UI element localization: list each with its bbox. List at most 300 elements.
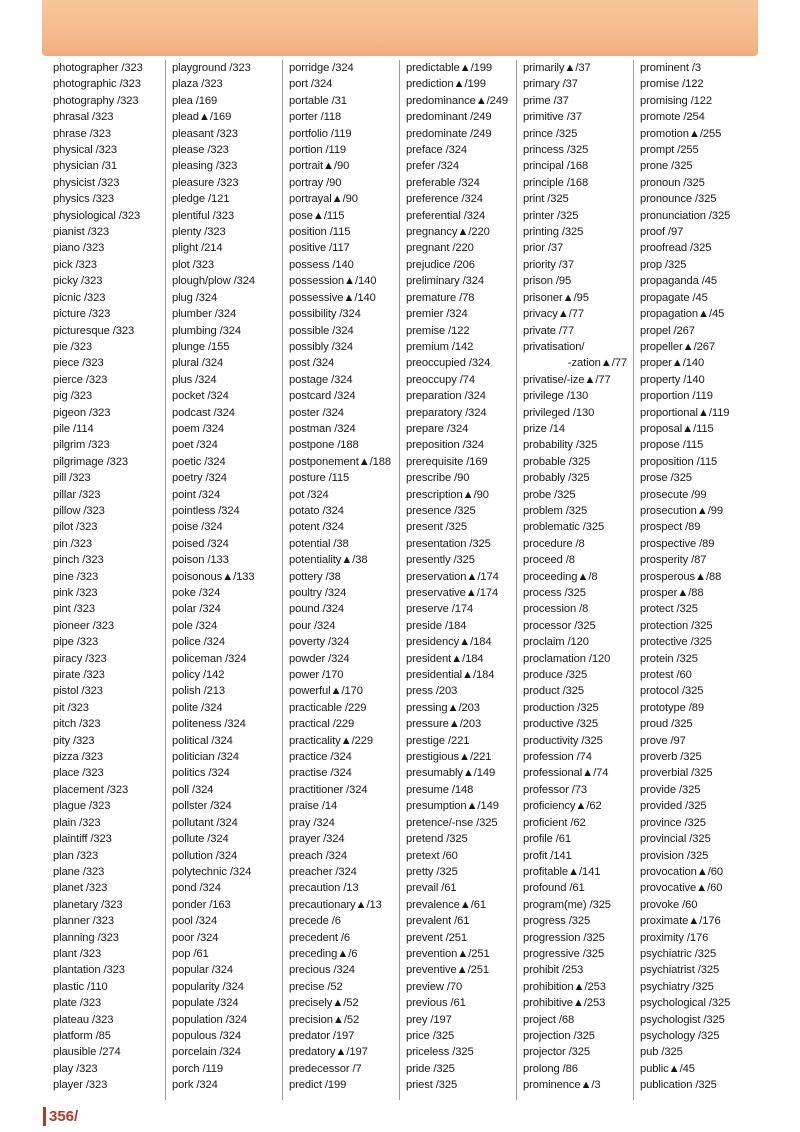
index-entry: prescribe /90 (406, 472, 470, 485)
index-entry: preferable /324 (406, 176, 480, 189)
index-entry: portrayal▲/90 (289, 193, 358, 206)
index-entry: printing /325 (523, 226, 584, 239)
index-entry: profitable▲/141 (523, 865, 601, 878)
index-entry: provoke /60 (640, 898, 698, 911)
header-band (42, 0, 758, 56)
index-entry: poultry /324 (289, 587, 347, 599)
index-entry: poor /324 (172, 931, 219, 944)
index-entry: poke /324 (172, 587, 221, 599)
index-entry: princess /325 (523, 144, 589, 157)
index-entry: pronunciation /325 (640, 209, 731, 222)
index-entry: pray /324 (289, 816, 335, 829)
index-entry: precisely▲/52 (289, 997, 359, 1010)
index-entry: propose /115 (640, 439, 704, 452)
index-entry: preside /184 (406, 619, 467, 632)
index-entry: precaution /13 (289, 882, 359, 895)
page-number-text: 356/ (49, 1107, 79, 1125)
index-entry: possible /324 (289, 324, 354, 337)
index-entry: prior /37 (523, 242, 564, 255)
index-entry: prosecute /99 (640, 488, 707, 501)
index-entry: problematic /325 (523, 521, 605, 534)
index-entry: propagate /45 (640, 291, 708, 304)
index-entry: power /170 (289, 669, 344, 682)
index-entry: place /323 (53, 767, 104, 780)
index-entry: provincial /325 (640, 833, 711, 846)
index-entry: prompt /255 (640, 144, 699, 157)
index-entry: plain /323 (53, 816, 101, 829)
index-entry: press /203 (406, 685, 458, 698)
index-entry: praise /14 (289, 800, 338, 813)
index-entry: plumbing /324 (172, 324, 241, 337)
index-entry: prize /14 (523, 422, 566, 435)
index-entry: provide /325 (640, 783, 701, 796)
index-entry: poisonous▲/133 (172, 570, 255, 583)
index-entry: piracy /323 (53, 652, 107, 665)
index-entry: pit /323 (53, 701, 89, 714)
index-entry: postman /324 (289, 422, 356, 435)
index-entry: planetary /323 (53, 898, 123, 911)
index-entry: -zation▲/77 (567, 357, 627, 370)
index-entry: potato /324 (289, 504, 344, 517)
index-entry: photography /323 (53, 94, 139, 107)
index-entry: preposition /324 (406, 439, 485, 452)
index-entry: positive /117 (289, 242, 350, 255)
index-entry: pork /324 (172, 1079, 218, 1092)
index-entry: preventive▲/251 (406, 964, 489, 977)
page-number (43, 1106, 78, 1126)
index-entry: photographic /323 (53, 78, 141, 91)
index-entry: poverty /324 (289, 636, 350, 649)
index-entry: possibility /324 (289, 308, 361, 321)
index-entry: proceed /8 (523, 554, 575, 567)
index-entry: processor /325 (523, 619, 596, 632)
index-column-1 (48, 60, 165, 1100)
index-entry: prepare /324 (406, 422, 469, 435)
index-entry: pigeon /323 (53, 406, 111, 419)
index-entry: preparatory /324 (406, 406, 487, 419)
index-entry: plunge /155 (172, 340, 230, 353)
index-entry: provided /325 (640, 800, 707, 813)
index-entry: protein /325 (640, 652, 698, 665)
index-entry: pronounce /325 (640, 193, 717, 206)
index-entry: predominate /249 (406, 127, 492, 140)
index-entry: preach /324 (289, 849, 347, 862)
index-entry: priority /37 (523, 258, 575, 271)
index-entry: pleasing /323 (172, 160, 238, 173)
index-entry: plumber /324 (172, 308, 237, 321)
index-entry: presumption▲/149 (406, 800, 499, 813)
index-entry: proportion /119 (640, 390, 713, 403)
index-entry: physiological /323 (53, 209, 141, 222)
index-entry: profit /141 (523, 849, 572, 862)
index-entry: precedent /6 (289, 931, 350, 944)
index-entry: plead▲/169 (172, 111, 232, 124)
index-entry: prevalent /61 (406, 915, 470, 928)
index-entry: pottery /38 (289, 570, 341, 583)
index-entry: prime /37 (523, 94, 569, 107)
index-entry: psychiatrist /325 (640, 964, 720, 977)
index-entry: pollute /324 (172, 833, 229, 846)
index-entry: predict /199 (289, 1079, 347, 1092)
index-entry: promising /122 (640, 94, 712, 107)
index-entry: presume /148 (406, 783, 474, 796)
index-column-3 (282, 60, 399, 1100)
index-entry: phrasal /323 (53, 111, 114, 124)
index-entry: proposition /115 (640, 455, 718, 468)
index-entry: progress /325 (523, 915, 591, 928)
index-entry: pilgrimage /323 (53, 455, 128, 468)
index-entry: practical /229 (289, 718, 355, 731)
index-entry: proud /325 (640, 718, 693, 731)
index-entry: probably /325 (523, 472, 590, 485)
index-entry: produce /325 (523, 669, 588, 682)
index-entry: prince /325 (523, 127, 578, 140)
index-entry: porter /118 (289, 111, 342, 124)
index-entry: presidency▲/184 (406, 636, 492, 649)
index-entry: posture /115 (289, 472, 350, 485)
index-entry: pick /323 (53, 258, 97, 271)
index-entry: plateau /323 (53, 1013, 114, 1026)
index-entry: podcast /324 (172, 406, 235, 419)
index-entry: plight /214 (172, 242, 223, 255)
index-entry: prestige /221 (406, 734, 470, 747)
index-entry: psychiatry /325 (640, 980, 714, 993)
index-entry: preferential /324 (406, 209, 486, 222)
index-column-5 (516, 60, 633, 1100)
index-entry: potential /38 (289, 537, 349, 550)
index-entry: printer /325 (523, 209, 579, 222)
index-entry: principal /168 (523, 160, 589, 173)
index-entry: plan /323 (53, 849, 99, 862)
index-entry: private /77 (523, 324, 575, 337)
index-entry: presidential▲/184 (406, 669, 495, 682)
index-entry: procession /8 (523, 603, 589, 616)
index-entry: politician /324 (172, 751, 239, 764)
index-entry: proximity /176 (640, 931, 709, 944)
index-entry: promote /254 (640, 111, 705, 124)
index-entry: pity /323 (53, 734, 95, 747)
index-entry: print /325 (523, 193, 569, 206)
index-entry: prosper▲/88 (640, 587, 704, 599)
index-entry: plant /323 (53, 947, 102, 960)
index-entry: pregnancy▲/220 (406, 226, 490, 239)
index-entry: procedure /8 (523, 537, 585, 550)
index-entry: projection /325 (523, 1029, 595, 1042)
index-entry: psychological /325 (640, 997, 731, 1010)
index-entry: photographer /323 (53, 62, 143, 74)
index-entry: pilgrim /323 (53, 439, 110, 452)
index-entry: playground /323 (172, 62, 251, 74)
index-entry: poison /133 (172, 554, 229, 567)
index-entry: profession /74 (523, 751, 592, 764)
index-entry: progressive /325 (523, 947, 605, 960)
index-entry: precision▲/52 (289, 1013, 360, 1026)
index-entry: pressing▲/203 (406, 701, 480, 714)
index-entry: planet /323 (53, 882, 108, 895)
index-entry: proclamation /120 (523, 652, 611, 665)
index-entry: prefer /324 (406, 160, 460, 173)
index-entry: poster /324 (289, 406, 344, 419)
index-entry: phrase /323 (53, 127, 111, 140)
index-entry: proper▲/140 (640, 357, 705, 370)
index-entry: prop /325 (640, 258, 687, 271)
index-entry: prolong /86 (523, 1062, 578, 1075)
index-entry: pollster /324 (172, 800, 232, 813)
index-entry: policeman /324 (172, 652, 247, 665)
index-entry: program(me) /325 (523, 898, 611, 911)
index-entry: pianist /323 (53, 226, 110, 239)
index-entry: propeller▲/267 (640, 340, 715, 353)
index-entry: poetic /324 (172, 455, 226, 468)
index-entry: proficiency▲/62 (523, 800, 602, 813)
index-entry: preface /324 (406, 144, 467, 157)
index-entry: polytechnic /324 (172, 865, 252, 878)
index-entry: position /115 (289, 226, 351, 239)
index-entry: physician /31 (53, 160, 118, 173)
index-entry: point /324 (172, 488, 221, 501)
index-entry: proof /97 (640, 226, 684, 239)
index-column-6 (633, 60, 750, 1100)
index-entry: pour /324 (289, 619, 336, 632)
index-entry: picnic /323 (53, 291, 106, 304)
index-entry: premature /78 (406, 291, 475, 304)
index-entry: pin /323 (53, 537, 93, 550)
index-entry: provocation▲/60 (640, 865, 723, 878)
index-entry: projector /325 (523, 1046, 591, 1059)
index-entry: plot /323 (172, 258, 215, 271)
index-entry: prohibit /253 (523, 964, 584, 977)
index-entry: problem /325 (523, 504, 588, 517)
index-entry: play /323 (53, 1062, 98, 1075)
index-entry: prayer /324 (289, 833, 345, 846)
index-entry: preview /70 (406, 980, 463, 993)
index-entry: protect /325 (640, 603, 698, 616)
index-entry: polite /324 (172, 701, 223, 714)
index-entry: project /68 (523, 1013, 575, 1026)
index-entry: pool /324 (172, 915, 218, 928)
index-entry: prone /325 (640, 160, 693, 173)
index-entry: proportional▲/119 (640, 406, 730, 419)
index-entry: pink /323 (53, 587, 98, 599)
index-entry: profound /61 (523, 882, 585, 895)
index-entry: primarily▲/37 (523, 62, 591, 74)
index-entry: postponement▲/188 (289, 455, 392, 468)
index-entry: productivity /325 (523, 734, 603, 747)
index-entry: prominence▲/3 (523, 1079, 601, 1092)
index-entry: primary /37 (523, 78, 578, 91)
index-entry: propagation▲/45 (640, 308, 725, 321)
index-entry: prestigious▲/221 (406, 751, 492, 764)
index-entry: proficient /62 (523, 816, 586, 829)
index-entry: present /325 (406, 521, 467, 534)
index-entry: protective /325 (640, 636, 712, 649)
index-entry: prose /325 (640, 472, 692, 485)
index-entry: pillow /323 (53, 504, 105, 517)
index-entry: principle /168 (523, 176, 589, 189)
index-entry: plane /323 (53, 865, 105, 878)
index-entry: privacy▲/77 (523, 308, 584, 321)
index-entry: promise /122 (640, 78, 704, 91)
index-entry: priest /325 (406, 1079, 458, 1092)
index-entry: populous /324 (172, 1029, 241, 1042)
index-entry: prominent /3 (640, 62, 701, 74)
index-entry: pine /323 (53, 570, 99, 583)
index-entry: pride /325 (406, 1062, 455, 1075)
index-entry: plaintiff /323 (53, 833, 112, 846)
index-entry: professional▲/74 (523, 767, 609, 780)
index-entry: prerequisite /169 (406, 455, 488, 468)
index-entry: professor /73 (523, 783, 587, 796)
index-entry: proofread /325 (640, 242, 712, 255)
index-entry: progression /325 (523, 931, 605, 944)
index-entry: porridge /324 (289, 62, 354, 74)
index-entry: preacher /324 (289, 865, 357, 878)
index-entry: population /324 (172, 1013, 248, 1026)
index-entry: protest /60 (640, 669, 692, 682)
index-entry: pub /325 (640, 1046, 683, 1059)
index-entry: portable /31 (289, 94, 347, 107)
page-number-bar (43, 1107, 46, 1126)
index-entry: pot /324 (289, 488, 329, 501)
index-entry: price /325 (406, 1029, 455, 1042)
index-entry: picky /323 (53, 275, 103, 288)
index-entry: please /323 (172, 144, 229, 157)
index-entry: portray /90 (289, 176, 342, 189)
index-entry: product /325 (523, 685, 584, 698)
index-entry: prohibition▲/253 (523, 980, 606, 993)
index-entry: practicable /229 (289, 701, 367, 714)
index-entry: president▲/184 (406, 652, 484, 665)
index-entry: property /140 (640, 373, 705, 386)
index-entry: pollution /324 (172, 849, 238, 862)
index-entry: pleasant /323 (172, 127, 238, 140)
index-entry: placement /323 (53, 783, 129, 796)
index-entry: priceless /325 (406, 1046, 474, 1059)
index-entry: pill /323 (53, 472, 91, 485)
index-entry: psychologist /325 (640, 1013, 725, 1026)
index-entry: provocative▲/60 (640, 882, 723, 895)
index-entry: provision /325 (640, 849, 709, 862)
index-entry: pioneer /323 (53, 619, 115, 632)
index-entry: pile /114 (53, 422, 94, 435)
index-entry: prevention▲/251 (406, 947, 490, 960)
index-entry: prey /197 (406, 1013, 452, 1026)
index-entry: prototype /89 (640, 701, 705, 714)
index-entry: promotion▲/255 (640, 127, 722, 140)
index-entry: precise /52 (289, 980, 343, 993)
index-entry: prejudice /206 (406, 258, 475, 271)
index-entry: postage /324 (289, 373, 353, 386)
index-entry: plus /324 (172, 373, 217, 386)
index-entry: proposal▲/115 (640, 422, 714, 435)
index-entry: popular /324 (172, 964, 234, 977)
index-entry: poem /324 (172, 422, 224, 435)
index-entry: port /324 (289, 78, 333, 91)
index-entry: preparation /324 (406, 390, 486, 403)
index-entry: premier /324 (406, 308, 468, 321)
index-entry: poetry /324 (172, 472, 227, 485)
index-entry: poll /324 (172, 783, 214, 796)
index-entry: plastic /110 (53, 980, 108, 993)
index-entry: precious /324 (289, 964, 355, 977)
index-entry: prosperity /87 (640, 554, 707, 567)
index-entry: pound /324 (289, 603, 344, 616)
index-entry: pollutant /324 (172, 816, 238, 829)
index-entry: player /323 (53, 1079, 108, 1092)
index-entry: platform /85 (53, 1029, 111, 1042)
index-entry: predator /197 (289, 1029, 355, 1042)
index-entry: planning /323 (53, 931, 119, 944)
index-entry: protection /325 (640, 619, 713, 632)
index-entry: pregnant /220 (406, 242, 474, 255)
index-entry: practicality▲/229 (289, 734, 373, 747)
index-entry: postcard /324 (289, 390, 356, 403)
index-entry: privileged /130 (523, 406, 595, 419)
index-entry: prediction▲/199 (406, 78, 486, 91)
index-entry: polish /213 (172, 685, 226, 698)
index-entry: protocol /325 (640, 685, 704, 698)
index-entry: proverb /325 (640, 751, 702, 764)
index-entry: prevent /251 (406, 931, 467, 944)
index-entry: pretend /325 (406, 833, 468, 846)
index-entry: portion /119 (289, 144, 347, 157)
index-entry: pond /324 (172, 882, 221, 895)
index-entry: practice /324 (289, 751, 352, 764)
index-entry: picture /323 (53, 308, 111, 321)
index-entry: pleasure /323 (172, 176, 239, 189)
index-entry: powerful▲/170 (289, 685, 363, 698)
index-entry: porch /119 (172, 1062, 224, 1075)
index-entry: plaza /323 (172, 78, 223, 91)
index-entry: potentiality▲/38 (289, 554, 368, 567)
index-entry: pig /323 (53, 390, 93, 403)
index-entry: pint /323 (53, 603, 96, 616)
index-column-4 (399, 60, 516, 1100)
index-entry: possessive▲/140 (289, 291, 376, 304)
index-entry: prison /95 (523, 275, 572, 288)
index-entry: prevalence▲/61 (406, 898, 486, 911)
index-entry: proclaim /120 (523, 636, 589, 649)
index-entry: plug /324 (172, 291, 218, 304)
index-entry: primitive /37 (523, 111, 583, 124)
index-entry: plate /323 (53, 997, 102, 1010)
index-entry: prospect /89 (640, 521, 701, 534)
index-entry: proverbial /325 (640, 767, 713, 780)
index-entry: portfolio /119 (289, 127, 352, 140)
index-entry: practitioner /324 (289, 783, 368, 796)
index-entry: pirate /323 (53, 669, 105, 682)
index-entry: post /324 (289, 357, 335, 370)
index-entry: propel /267 (640, 324, 695, 337)
index-column-2 (165, 60, 282, 1100)
index-entry: preoccupy /74 (406, 373, 475, 386)
index-entry: populate /324 (172, 997, 239, 1010)
index-columns (48, 60, 766, 1100)
index-entry: process /325 (523, 587, 586, 599)
index-entry: physics /323 (53, 193, 114, 206)
index-entry: pop /61 (172, 947, 209, 960)
index-entry: probability /325 (523, 439, 598, 452)
index-entry: prospective /89 (640, 537, 715, 550)
index-entry: poised /324 (172, 537, 229, 550)
index-entry: popularity /324 (172, 980, 244, 993)
index-entry: presently /325 (406, 554, 475, 567)
index-entry: pretence/-nse /325 (406, 816, 498, 829)
index-entry: potent /324 (289, 521, 344, 534)
index-entry: preceding▲/6 (289, 947, 358, 960)
index-entry: plentiful /323 (172, 209, 235, 222)
index-entry: privatise/-ize▲/77 (523, 373, 611, 386)
